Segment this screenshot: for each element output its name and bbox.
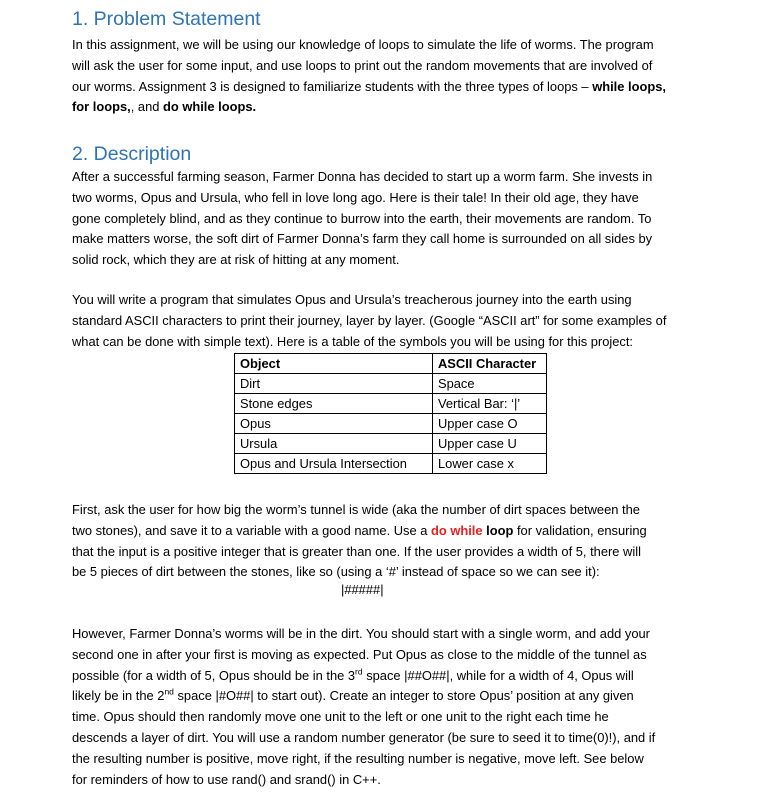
- text-line: [72, 521, 712, 542]
- table-row: [235, 374, 547, 394]
- description-paragraph-4: [72, 624, 712, 790]
- text-line: time. Opus should then randomly move one unit to the left or one unit to the right each time he: [72, 709, 609, 725]
- table-row: [235, 434, 547, 454]
- text-line: second one in after your first is moving as expected. Put Opus as close to the middle of the tunnel as: [72, 646, 647, 662]
- text-line: what can be done with simple text). Here is a table of the symbols you will be using for this project:: [72, 333, 634, 349]
- table-row: [235, 454, 547, 474]
- table-cell: Lower case x: [433, 454, 547, 474]
- table-cell: Dirt: [235, 374, 433, 394]
- tunnel-example: |#####|: [341, 582, 384, 597]
- table-cell: Upper case U: [433, 434, 547, 454]
- text-line: [72, 686, 712, 707]
- text-run: , and: [130, 99, 163, 115]
- text-line: [72, 97, 712, 118]
- description-paragraph-3: [72, 500, 712, 583]
- problem-statement-paragraph: [72, 35, 712, 118]
- bold-for-loops: for loops,: [72, 99, 131, 115]
- text-run: possible (for a width of 5, Opus should be in the 3: [72, 667, 356, 683]
- text-line: that the input is a positive integer that is greater than one. If the user provides a width of 5, there will: [72, 543, 641, 559]
- ordinal-suffix: rd: [355, 666, 363, 677]
- text-line: the resulting number is positive, move right, if the resulting number is negative, move left. See below: [72, 750, 644, 766]
- description-heading: 2. Description: [72, 143, 192, 165]
- table-cell: Opus: [235, 414, 433, 434]
- text-run: for validation, ensuring: [513, 522, 647, 538]
- text-line: However, Farmer Donna’s worms will be in the dirt. You should start with a single worm, and add your: [72, 626, 650, 641]
- bold-do-while-loops: do while loops.: [163, 99, 257, 115]
- description-paragraph-1: [72, 167, 712, 271]
- text-line: solid rock, which they are at risk of hitting at any moment.: [72, 252, 400, 268]
- do-while-emphasis: do while: [431, 522, 483, 538]
- table-header-row: [235, 354, 547, 374]
- text-line: You will write a program that simulates Opus and Ursula’s treacherous journey into the earth using: [72, 292, 632, 307]
- text-line: descends a layer of dirt. You will use a random number generator (be sure to seed it to time(0)!), and if: [72, 729, 656, 745]
- text-line: will ask the user for some input, and use loops to print out the random movements that are involved of: [72, 57, 653, 73]
- text-line: [72, 666, 712, 687]
- text-line: two worms, Opus and Ursula, who fell in love long ago. Here is their tale! In their old age, they have: [72, 189, 639, 205]
- table-cell: Space: [433, 374, 547, 394]
- table-cell: Stone edges: [235, 394, 433, 414]
- bold-while-loops: while loops,: [592, 78, 666, 94]
- text-line: In this assignment, we will be using our knowledge of loops to simulate the life of worms. The program: [72, 37, 654, 52]
- loop-emphasis: loop: [482, 522, 514, 538]
- text-line: After a successful farming season, Farmer Donna has decided to start up a worm farm. She invests in: [72, 169, 653, 184]
- text-run: space |##O##|, while for a width of 4, Opus will: [362, 667, 634, 683]
- text-line: for reminders of how to use rand() and srand() in C++.: [72, 771, 381, 787]
- table-cell: Opus and Ursula Intersection: [235, 454, 433, 474]
- text-run: two stones), and save it to a variable with a good name. Use a: [72, 522, 431, 538]
- text-run: likely be in the 2: [72, 688, 165, 704]
- table-header-cell: ASCII Character: [433, 354, 547, 374]
- text-line: make matters worse, the soft dirt of Farmer Donna’s farm they call home is surrounded on all sides by: [72, 231, 653, 247]
- text-line: [72, 77, 712, 98]
- table-row: [235, 394, 547, 414]
- table-cell: Vertical Bar: ‘|’: [433, 394, 547, 414]
- description-paragraph-2: [72, 290, 712, 352]
- table-cell: Ursula: [235, 434, 433, 454]
- text-line: standard ASCII characters to print their journey, layer by layer. (Google “ASCII art” for some examples of: [72, 312, 667, 328]
- text-line: gone completely blind, and as they continue to burrow into the earth, their movements are random. To: [72, 210, 652, 226]
- text-run: our worms. Assignment 3 is designed to familiarize students with the three types of loops –: [72, 78, 593, 94]
- text-run: space |#O##| to start out). Create an integer to store Opus’ position at any given: [173, 688, 634, 704]
- ascii-symbols-table: [234, 353, 547, 474]
- table-row: [235, 414, 547, 434]
- ordinal-suffix: nd: [164, 687, 174, 698]
- text-line: First, ask the user for how big the worm’s tunnel is wide (aka the number of dirt spaces between the: [72, 502, 640, 517]
- problem-statement-heading: 1. Problem Statement: [72, 8, 261, 30]
- text-line: be 5 pieces of dirt between the stones, like so (using a ‘#’ instead of space so we can see it):: [72, 564, 600, 580]
- table-header-cell: Object: [235, 354, 433, 374]
- table-cell: Upper case O: [433, 414, 547, 434]
